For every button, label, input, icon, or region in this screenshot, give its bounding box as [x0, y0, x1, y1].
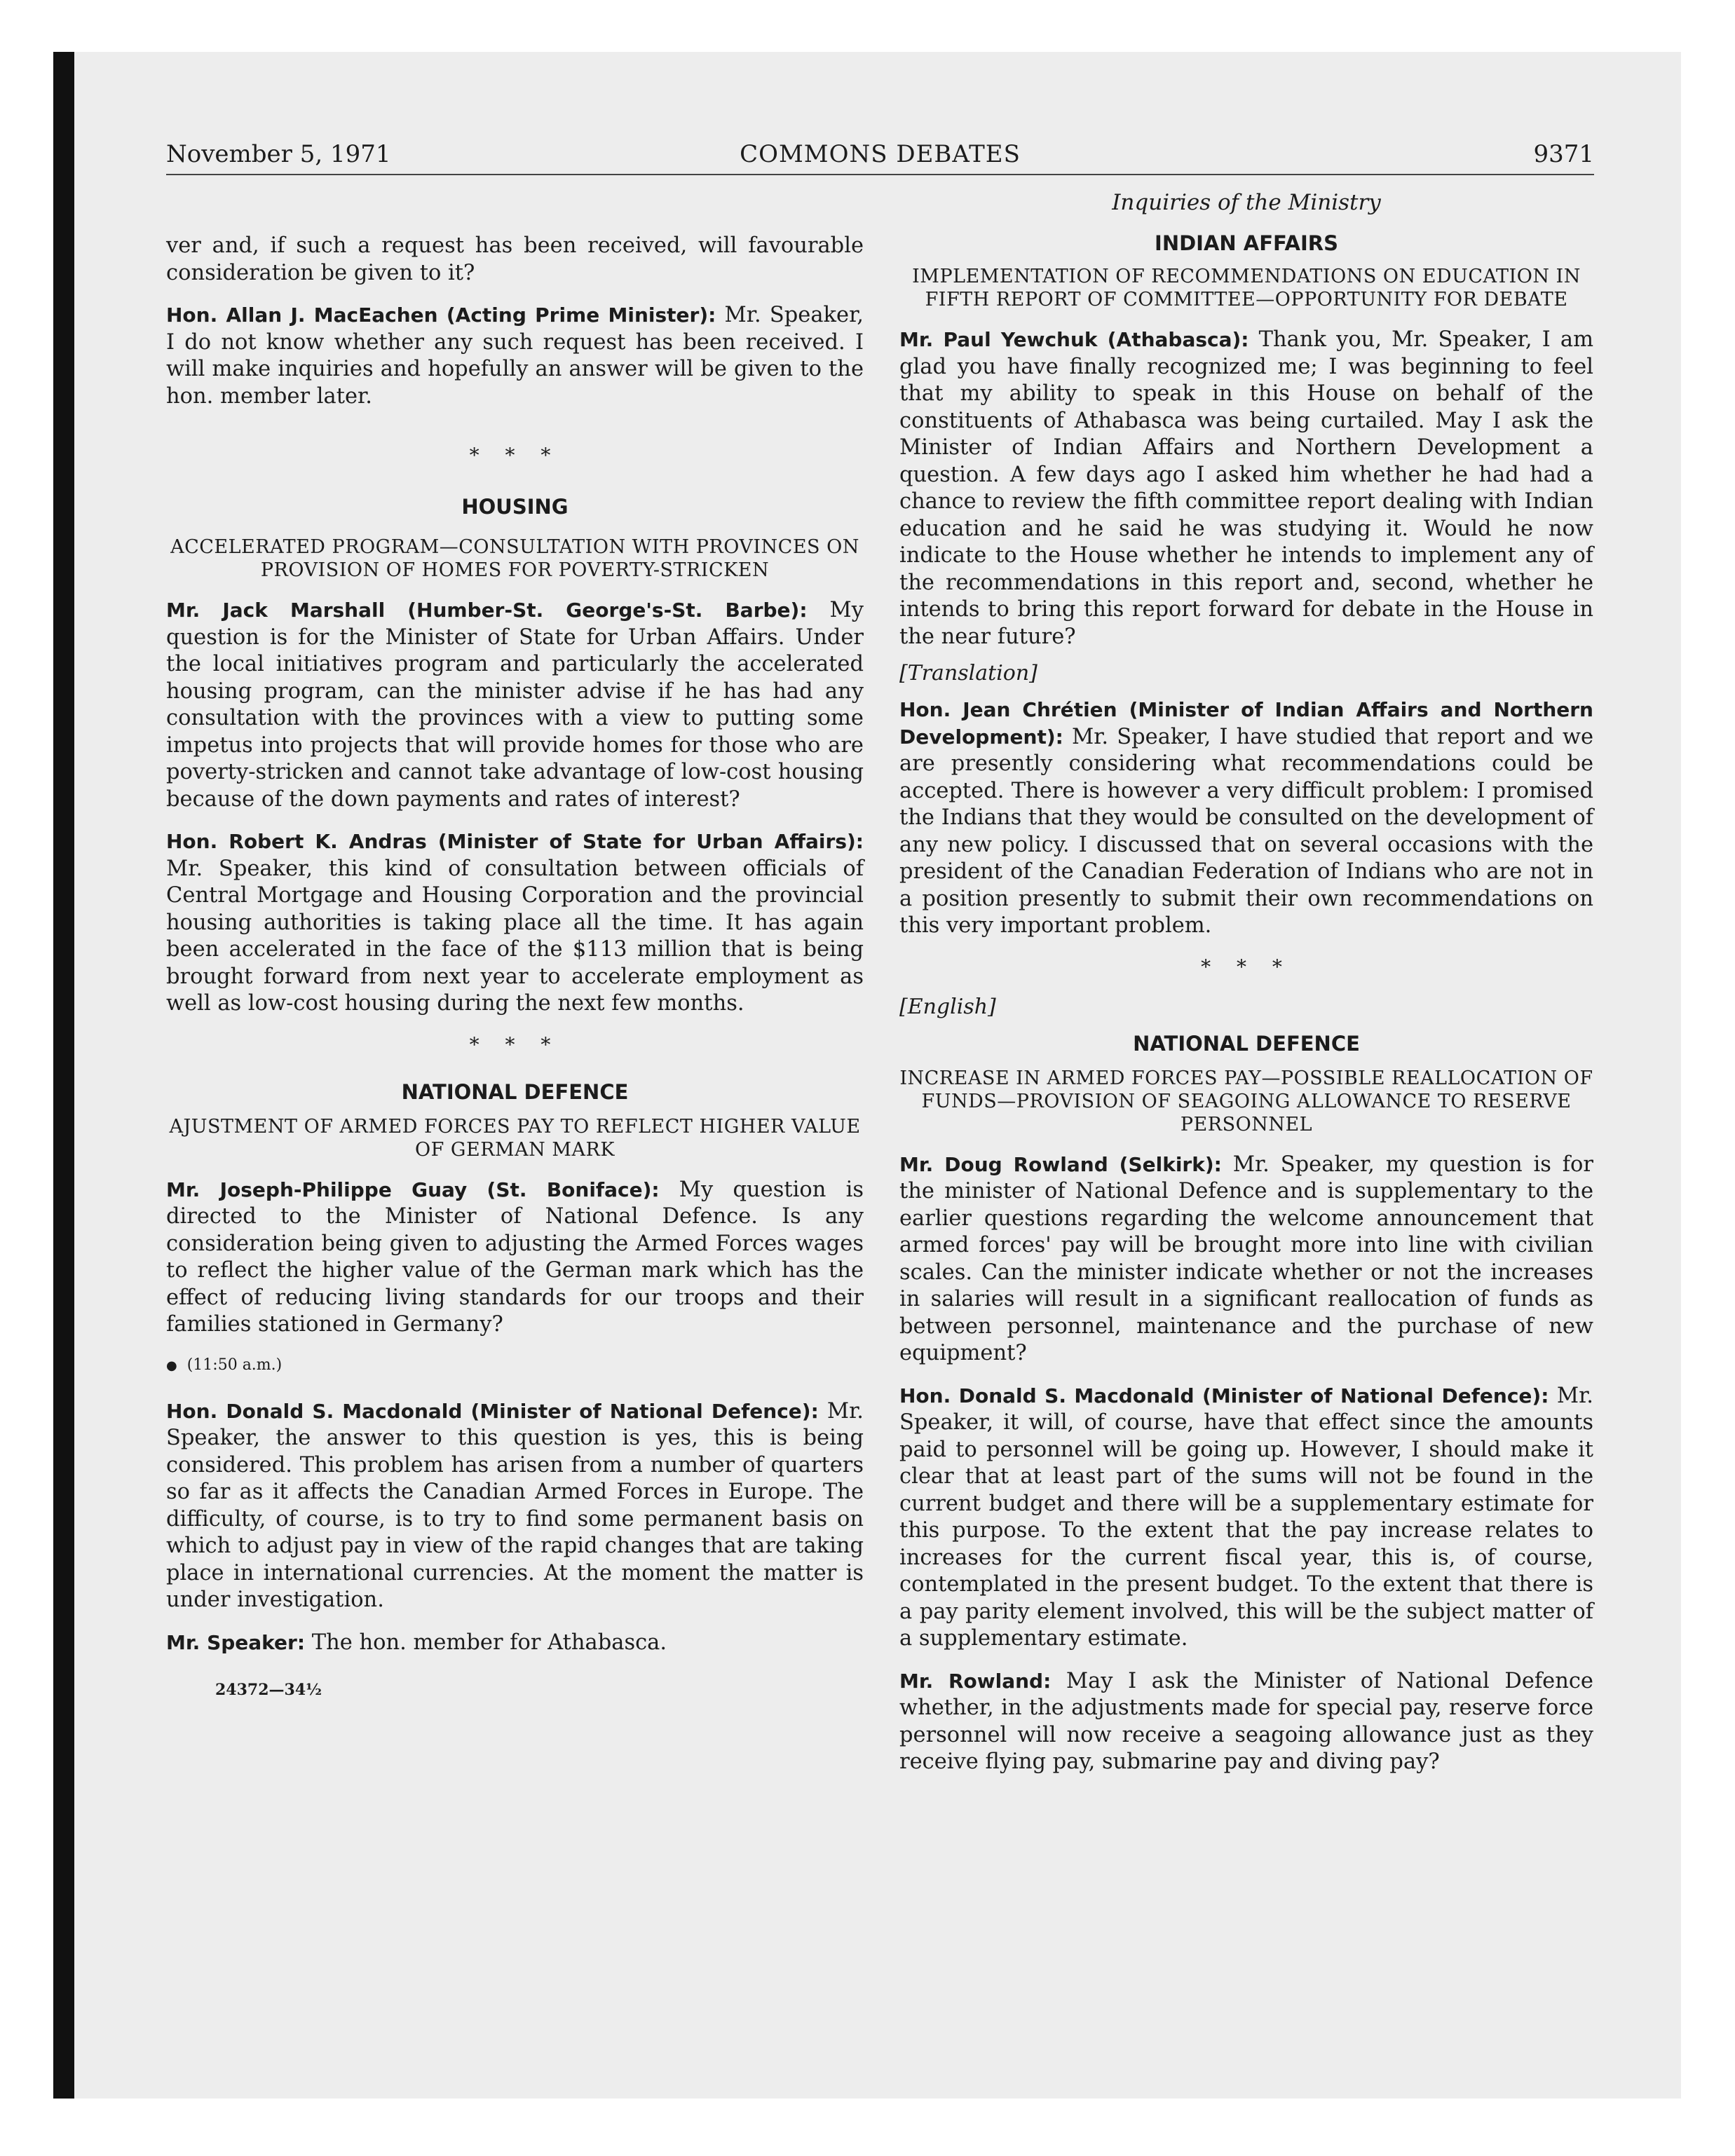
time-marker	[166, 1353, 864, 1379]
subheading-indian-affairs: IMPLEMENTATION OF RECOMMENDATIONS ON EDUCATION IN FIFTH REPORT OF COMMITTEE—OPPORTUNITY FOR DEBATE	[912, 266, 1581, 311]
scan-edge-bar	[53, 52, 74, 2099]
speaker-name: Hon. Jean Chrétien (Minister of Indian Affairs and Northern Development):	[899, 698, 1593, 749]
speech-guay	[166, 1177, 864, 1339]
speech-macdonald-reply	[899, 1383, 1593, 1653]
speech-text: Mr. Speaker, my question is for the minister of National Defence and is supplementary to the earlier questions regarding the welcome announcement that armed forces' pay will be brought more into line with civilian scales. Can the minister indicate whether or not the increases in salaries will result in a significant reallocation of funds as between personnel, maintenance and the purchase of new equipment?	[899, 1152, 1593, 1365]
speech-text: Mr. Speaker, this kind of consultation between officials of Central Mortgage and Housing Corporation and the provincial housing authorities is taking place all the time. It has again been accelerated in the face of the $113 million that is being brought forward from next year to accelerate employment as well as low-cost housing during the next few months.	[166, 856, 864, 1016]
speech-text: Mr. Speaker, I do not know whether any such request has been received. I will make inquiries and hopefully an answer will be given to the hon. member later.	[166, 303, 864, 409]
subheading-national-defence: AJUSTMENT OF ARMED FORCES PAY TO REFLECT HIGHER VALUE OF GERMAN MARK	[169, 1115, 861, 1161]
speech-macdonald	[166, 1398, 864, 1614]
speech-maceachen	[166, 302, 864, 410]
speaker-name: Mr. Rowland:	[899, 1669, 1052, 1693]
speaker-name: Mr. Doug Rowland (Selkirk):	[899, 1152, 1222, 1176]
running-head: Inquiries of the Ministry	[1112, 190, 1381, 215]
right-column	[899, 189, 1593, 1776]
speech-text: Thank you, Mr. Speaker, I am glad you have finally recognized me; I was beginning to feel that my ability to speak in this House on behalf of the constituents of Athabasca was being curtailed. May I ask the Minister of Indian Affairs and Northern Development a question. A few days ago I asked him whether he had had a chance to review the fifth committee report dealing with Indian education and he said he was studying it. Would he now indicate to the House whether he intends to implement any of the recommendations in this report and, second, whether he intends to bring this report forward for debate in the House in the near future?	[899, 327, 1593, 649]
header-date: November 5, 1971	[166, 140, 391, 168]
section-heading-indian-affairs: INDIAN AFFAIRS	[1155, 231, 1338, 255]
section-separator: * * *	[469, 444, 561, 467]
english-marker: [English]	[899, 994, 996, 1019]
subheading-housing: ACCELERATED PROGRAM—CONSULTATION WITH PROVINCES ON PROVISION OF HOMES FOR POVERTY-STRICKEN	[170, 536, 859, 581]
translation-marker: [Translation]	[899, 661, 1037, 685]
page-footnote-code: 24372—34½	[215, 1681, 322, 1699]
speech-text: Mr. Speaker, it will, of course, have that effect since the amounts paid to personnel will be going up. However, I should make it clear that at least part of the sums will not be found in the current budget and there will be a supplementary estimate for this purpose. To the extent that the pay increase relates to increases for the current fiscal year, this is, of course, contemplated in the present budget. To the extent that there is a pay parity element involved, this will be the subject matter of a supplementary estimate.	[899, 1383, 1593, 1651]
speech-chretien	[899, 697, 1593, 940]
speech-text: The hon. member for Athabasca.	[305, 1630, 667, 1655]
section-heading-national-defence: NATIONAL DEFENCE	[1133, 1031, 1360, 1056]
speech-andras	[166, 828, 864, 1018]
bullet-icon: ●	[166, 1358, 177, 1373]
speaker-name: Hon. Donald S. Macdonald (Minister of National Defence):	[166, 1399, 819, 1423]
speaker-name: Mr. Paul Yewchuk (Athabasca):	[899, 328, 1249, 351]
header-page-number: 9371	[1533, 140, 1594, 168]
page-header	[166, 140, 1594, 175]
speech-text: Mr. Speaker, the answer to this question is yes, this is being considered. This problem has arisen from a number of quarters so far as it affects the Canadian Armed Forces in Europe. The difficulty, of course, is to try to find some permanent basis on which to adjust pay in view of the rapid changes that are taking place in international currencies. At the moment the matter is under investigation.	[166, 1398, 864, 1612]
speech-speaker	[166, 1630, 864, 1657]
speaker-name: Mr. Speaker:	[166, 1630, 306, 1654]
speaker-name: Hon. Allan J. MacEachen (Acting Prime Minister):	[166, 303, 716, 327]
speaker-name: Mr. Joseph-Philippe Guay (St. Boniface):	[166, 1178, 660, 1201]
speech-yewchuk	[899, 327, 1593, 650]
speech-rowland-followup	[899, 1668, 1593, 1776]
speech-text: Mr. Speaker, I have studied that report and we are presently considering what recommendations could be accepted. There is however a very difficult problem: I promised the Indians that they would be consulted on the development of any new policy. I discussed that on several occasions with the president of the Canadian Federation of Indians who are not in a position presently to submit their own recommendations on this very important problem.	[899, 724, 1593, 938]
time-stamp: (11:50 a.m.)	[186, 1356, 283, 1374]
speaker-name: Hon. Robert K. Andras (Minister of State for Urban Affairs):	[166, 830, 864, 853]
subheading-national-defence-pay: INCREASE IN ARMED FORCES PAY—POSSIBLE REALLOCATION OF FUNDS—PROVISION OF SEAGOING ALLOWANCE TO RESERVE PERSONNEL	[899, 1067, 1593, 1135]
continued-paragraph: ver and, if such a request has been received, will favourable consideration be given to it?	[166, 233, 864, 285]
section-separator: * * *	[1201, 955, 1292, 978]
section-separator: * * *	[469, 1032, 561, 1056]
header-title: COMMONS DEBATES	[740, 140, 1021, 168]
speech-rowland	[899, 1152, 1593, 1367]
speaker-name: Mr. Jack Marshall (Humber-St. George's-St. Barbe):	[166, 599, 808, 622]
speech-text: My question is for the Minister of State for Urban Affairs. Under the local initiatives program and particularly the accelerated housing program, can the minister advise if he has had any consultation with the provinces with a view to putting some impetus into projects that will provide homes for those who are poverty-stricken and cannot take advantage of low-cost housing because of the down payments and rates of interest?	[166, 598, 864, 812]
section-heading-national-defence: NATIONAL DEFENCE	[401, 1079, 629, 1104]
speech-text: My question is directed to the Minister of National Defence. Is any consideration being given to adjusting the Armed Forces wages to reflect the higher value of the German mark which has the effect of reducing living standards for our troops and their families stationed in Germany?	[166, 1177, 864, 1337]
section-heading-housing: HOUSING	[461, 495, 569, 519]
speaker-name: Hon. Donald S. Macdonald (Minister of National Defence):	[899, 1384, 1549, 1407]
speech-text: May I ask the Minister of National Defence whether, in the adjustments made for special pay, reserve force personnel will now receive a seagoing allowance just as they receive flying pay, submarine pay and diving pay?	[899, 1668, 1593, 1774]
left-column	[166, 189, 864, 1701]
speech-marshall	[166, 597, 864, 813]
